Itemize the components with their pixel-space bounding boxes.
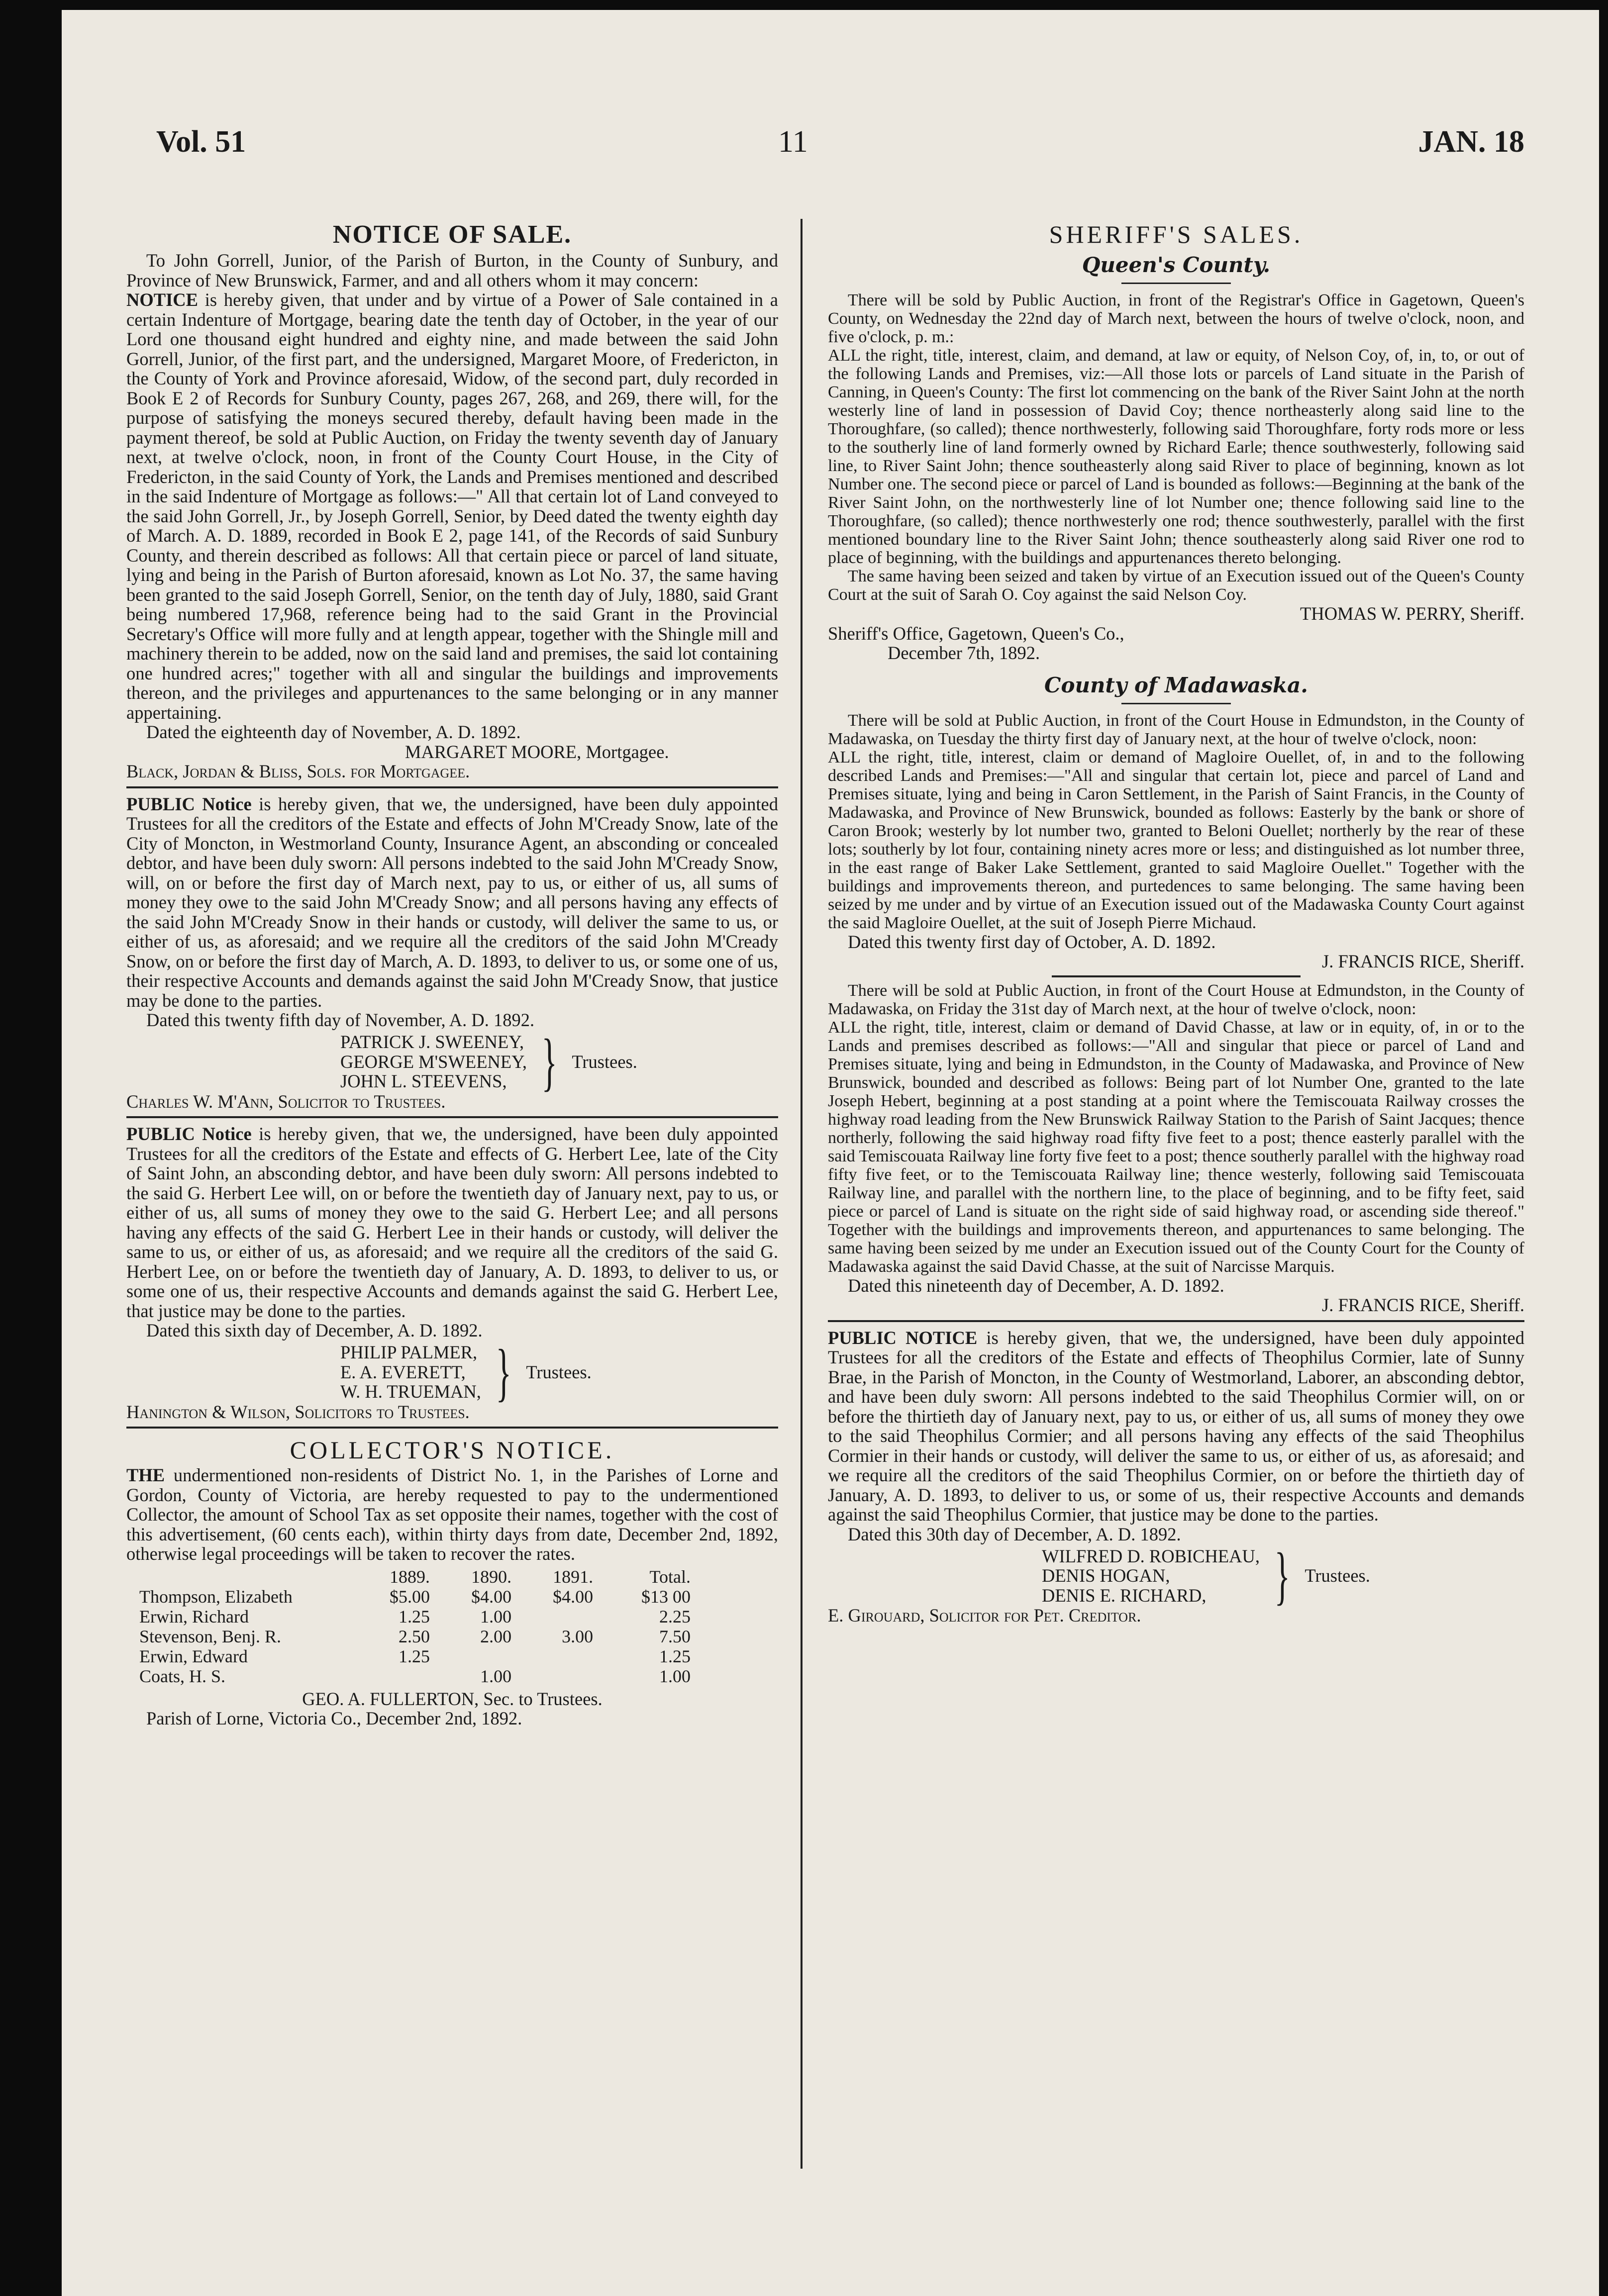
section-rule [126, 1116, 778, 1118]
lee-lead: PUBLIC Notice [126, 1124, 252, 1144]
trustee-name: E. A. EVERETT, [340, 1361, 466, 1382]
collectors-notice [126, 1435, 778, 1728]
madawaska-heading: County of Madawaska. [1044, 672, 1308, 697]
table-cell [514, 1666, 596, 1686]
sheriffs-sales-title: SHERIFF'S SALES. [1049, 220, 1304, 248]
lee-solicitor: Hanington & Wilson, Solicitors to Trustees. [126, 1401, 470, 1422]
tax-table [136, 1567, 694, 1686]
table-cell [514, 1646, 596, 1666]
table-cell: 1.00 [659, 1666, 691, 1686]
collector-signer: GEO. A. FULLERTON, Sec. to Trustees. [302, 1688, 603, 1709]
table-header: 1889. [390, 1566, 430, 1587]
table-cell: $13 00 [641, 1586, 691, 1607]
cormier-dated: Dated this 30th day of December, A. D. 1892. [848, 1524, 1181, 1544]
queens-date: December 7th, 1892. [888, 643, 1040, 663]
right-column [828, 219, 1524, 1626]
queens-seized: The same having been seized and taken by virtue of an Execution issued out of the Queen's County Court at the suit of Sarah O. Coy against the said Nelson Coy. [828, 567, 1524, 604]
volume-number: Vol. 51 [156, 125, 246, 159]
snow-solicitor: Charles W. M'Ann, Solicitor to Trustees. [126, 1091, 446, 1112]
table-header-row [136, 1567, 694, 1587]
madawaska-sale [828, 670, 1524, 1315]
table-header: Total. [649, 1566, 691, 1587]
table-cell: 3.00 [562, 1626, 594, 1646]
trustee-name: WILFRED D. ROBICHEAU, [1042, 1545, 1260, 1566]
page-number: 11 [778, 125, 808, 159]
trustees-label: Trustees. [1305, 1565, 1370, 1586]
table-row [136, 1587, 694, 1607]
madawaska-dated-2: Dated this nineteenth day of December, A. D. 1892. [848, 1275, 1224, 1296]
madawaska-dated-1: Dated this twenty first day of October, A. D. 1892. [848, 931, 1216, 952]
table-cell: 1.25 [659, 1646, 691, 1666]
table-cell: 1.25 [399, 1606, 430, 1626]
queens-signer: THOMAS W. PERRY, Sheriff. [1300, 603, 1524, 624]
cormier-lead: PUBLIC NOTICE [828, 1327, 978, 1348]
trustee-name: PATRICK J. SWEENEY, [340, 1032, 524, 1052]
issue-date: JAN. 18 [1418, 125, 1524, 159]
table-row [136, 1666, 694, 1686]
brace-icon: } [1274, 1540, 1290, 1612]
table-cell: 2.25 [659, 1606, 691, 1626]
snow-notice [126, 794, 778, 1112]
trustee-name: DENIS E. RICHARD, [1042, 1585, 1206, 1606]
table-cell: 7.50 [659, 1626, 691, 1646]
trustee-name: PHILIP PALMER, [340, 1342, 478, 1363]
lee-notice [126, 1124, 778, 1422]
cormier-trustees [1042, 1540, 1524, 1612]
table-cell: $4.00 [553, 1586, 594, 1607]
table-cell: 2.00 [480, 1626, 512, 1646]
table-cell [433, 1646, 514, 1666]
trustee-name: JOHN L. STEEVENS, [340, 1071, 507, 1092]
cormier-notice [828, 1328, 1524, 1626]
table-cell: $4.00 [471, 1586, 512, 1607]
trustees-label: Trustees. [526, 1361, 592, 1382]
madawaska-signer-1: J. FRANCIS RICE, Sheriff. [1322, 951, 1524, 971]
queens-county-heading: Queen's County. [1082, 253, 1271, 277]
notice-of-sale-title: NOTICE OF SALE. [332, 220, 572, 249]
heading-rule [1121, 283, 1231, 284]
notice-dated: Dated the eighteenth day of November, A. D. 1892. [146, 722, 521, 742]
notice-body: is hereby given, that under and by virtue of a Power of Sale contained in a certain Indenture of Mortgage, bearing date the tenth day of October, in the year of our Lord one thousand eight hundred and eighty nine, and made between the said John Gorrell, Junior, of the first part, and the undersigned, Margaret Moore, of Fredericton, in the County of York and Province aforesaid, Widow, of the second part, duly recorded in Book E 2 of Records for Sunbury County, pages 267, 268, and 269, there will, for the purpose of satisfying the moneys secured thereby, default having been made in the payment thereof, be sold at Public Auction, on Friday the twenty seventh day of January next, at twelve o'clock, noon, in front of the County Court House, in the City of Fredericton, in the said County of York, the Lands and Premises mentioned and described in the said Indenture of Mortgage as follows:—" All that certain lot of Land conveyed to the said John Gorrell, Jr., by Joseph Gorrell, Senior, by Deed dated the twenty eighth day of March. A. D. 1889, recorded in Book E 2, page 141, of the Records of said Sunbury County, and therein described as follows: All that certain piece or parcel of land situate, lying and being in the Parish of Burton aforesaid, known as Lot No. 37, the same having been granted to the said Joseph Gorrell, Senior, on the tenth day of July, 1880, said Grant being numbered 17,968, reference being had to the said Grant in the Provincial Secretary's Office will more fully and at length appear, together with the Shingle mill and machinery therein to be added, now on the said land and premises, the said lot containing one hundred acres;" together with all and singular the buildings and improvements thereon, and the privileges and appurtenances to the same belonging or in any manner appertaining. [126, 289, 778, 723]
cormier-solicitor: E. Girouard, Solicitor for Pet. Creditor. [828, 1605, 1141, 1626]
table-cell: Erwin, Edward [139, 1646, 248, 1666]
lee-dated: Dated this sixth day of December, A. D. 1892. [146, 1320, 483, 1340]
queens-county-sale [828, 250, 1524, 663]
snow-trustees [340, 1026, 778, 1098]
queens-body: ALL the right, title, interest, claim, and demand, at law or equity, of Nelson Coy, of, in, to, or out of the following Lands and Premises, viz:—All those lots or parcels of Land situate in the Parish of Canning, in Queen's County: The first lot commencing on the bank of the River Saint John at the north westerly line of land in possession of David Coy; thence northeasterly along said line to the Thoroughfare, (so called); thence northwesterly, following said Thoroughfare, forty rods more or less to the southerly line of land formerly owned by Richard Earle; thence southwesterly, following said line, to River Saint John; thence southeasterly along said River to place of beginning, known as lot Number one. The second piece or parcel of Land is bounded as follows:—Beginning at the bank of the River Saint John, on the northwesterly line of lot Number one; thence following said line to the Thoroughfare, (so called); thence northwesterly one rod; thence southwesterly, parallel with the first mentioned boundary line to the River Saint John; thence southeasterly along said River one rod to place of beginning, with the buildings and appurtenances thereto belonging. [828, 346, 1524, 567]
page-header [111, 124, 1554, 169]
section-rule [126, 786, 778, 788]
left-column [126, 219, 778, 1728]
table-header: 1891. [553, 1566, 594, 1587]
table-cell: 1.00 [480, 1606, 512, 1626]
table-cell: Coats, H. S. [139, 1666, 226, 1686]
section-rule [1052, 975, 1301, 977]
table-cell: 1.25 [399, 1646, 430, 1666]
notice-of-sale [126, 219, 778, 781]
notice-address: To John Gorrell, Junior, of the Parish of Burton, in the County of Sunbury, and Province of New Brunswick, Farmer, and and all others whom it may concern: [126, 250, 778, 290]
notice-signer: MARGARET MOORE, Mortgagee. [405, 741, 669, 762]
table-cell: 1.00 [480, 1666, 512, 1686]
lee-trustees [340, 1336, 778, 1408]
notice-solicitor: Black, Jordan & Bliss, Sols. for Mortgagee. [126, 761, 470, 781]
trustees-label: Trustees. [572, 1051, 637, 1072]
table-cell [514, 1607, 596, 1626]
section-rule [126, 1427, 778, 1429]
table-row [136, 1607, 694, 1626]
table-header [136, 1567, 351, 1587]
collector-lead: THE [126, 1465, 165, 1485]
table-row [136, 1646, 694, 1666]
heading-rule [1121, 703, 1231, 704]
madawaska-signer-2: J. FRANCIS RICE, Sheriff. [1322, 1295, 1524, 1315]
table-header: 1890. [471, 1566, 512, 1587]
madawaska-body-1: ALL the right, title, interest, claim or demand of Magloire Ouellet, of, in and to the following described Lands and Premises:—"All and singular that certain lot, piece and parcel of Land and Premises situate, lying and being in Caron Settlement, in the Parish of Saint Francis, in the County of Madawaska, and Province of New Brunswick, bounded as follows: Easterly by the bank or shore of Caron Brook; westerly by lot number two, granted to Beloni Ouellet; northerly by the rear of these lots; southerly by lot four, containing ninety acres more or less; and distinguished as lot number three, in the east range of Baker Lake Settlement, granted to said Magloire Ouellet." Together with the buildings and improvements thereon, and purtedences to same belonging. The same having been seized by me under and by virtue of an Execution issued out of the Madawaska County Court against the said Magloire Ouellet, at the suit of Joseph Pierre Michaud. [828, 748, 1524, 932]
table-cell [351, 1666, 433, 1686]
section-rule [828, 1320, 1524, 1322]
brace-icon: } [496, 1336, 511, 1408]
collectors-title: COLLECTOR'S NOTICE. [290, 1436, 615, 1464]
notice-lead: NOTICE [126, 289, 199, 310]
trustee-name: DENIS HOGAN, [1042, 1565, 1170, 1586]
queens-office: Sheriff's Office, Gagetown, Queen's Co., [828, 623, 1124, 644]
collector-place: Parish of Lorne, Victoria Co., December 2nd, 1892. [146, 1708, 522, 1728]
lee-body: is hereby given, that we, the undersigned, have been duly appointed Trustees for all the creditors of the Estate and effects of G. Herbert Lee, late of the City of Saint John, an absconding debtor, and have been duly sworn: All persons indebted to the said G. Herbert Lee will, on or before the twentieth day of January next, pay to us, or either of us, all sums of money they owe to the said G. Herbert Lee; and all persons having any effects of the said G. Herbert Lee in their hands or custody, will deliver the same to us, or either of us, as aforesaid; and we require all the creditors of the said G. Herbert Lee, on or before the twentieth day of January, A. D. 1893, to deliver to us, or some one of us, their respective Accounts and demands against the said G. Herbert Lee, that justice may be done to the parties. [126, 1124, 779, 1321]
queens-intro: There will be sold by Public Auction, in front of the Registrar's Office in Gagetown, Queen's County, on Wednesday the 22nd day of March next, between the hours of twelve o'clock, noon, and five o'clock, p. m.: [828, 291, 1524, 346]
table-cell: $5.00 [390, 1586, 430, 1607]
brace-icon: } [541, 1026, 557, 1098]
snow-lead: PUBLIC Notice [126, 793, 252, 814]
madawaska-body-2: ALL the right, title, interest, claim or demand of David Chasse, at law or in equity, of, in or to the Lands and premises described as follows:—"All and singular that piece or parcel of Land and Premises situate, lying and being in Edmundston, in the County of Madawaska, and Province of New Brunswick, bounded and described as follows: Being part of lot Number One, granted to the late Joseph Hebert, beginning at a post standing at a point where the Temiscouata Railway crosses the highway road leading from the New Brunswick Railway Station to the Parish of Saint Jacques; thence northerly, following the said highway road fifty five feet to a post; thence easterly parallel with the said Temiscouata Railway line forty five feet to a post; thence southerly parallel with the highway road fifty five feet, or to the Temiscouata Railway line; thence westerly, following said Temiscouata Railway line, and parallel with the northern line, to the place of beginning, and to be fifty feet, said piece or parcel of Land is situate on the right side of said highway road, or ascending side thereof." Together with the buildings and improvements thereon, and appurtenances to same belonging. The same having been seized by me under an Execution issued out of the County Court for the County of Madawaska against the said David Chasse, at the suit of Narcisse Marquis. [828, 1018, 1525, 1276]
madawaska-intro-2: There will be sold at Public Auction, in front of the Court House at Edmundston, in the County of Madawaska, on Friday the 31st day of March next, at the hour of twelve o'clock, noon: [828, 981, 1524, 1018]
collector-body: undermentioned non-residents of District No. 1, in the Parishes of Lorne and Gordon, County of Victoria, are hereby requested to pay to the undermentioned Collector, the amount of School Tax as set opposite their names, together with the cost of this advertisement, (60 cents each), within thirty days from date, December 2nd, 1892, otherwise legal proceedings will be taken to recover the rates. [126, 1465, 778, 1564]
snow-body: is hereby given, that we, the undersigned, have been duly appointed Trustees for all the creditors of the Estate and effects of John M'Cready Snow, late of the City of Moncton, in Westmorland County, Insurance Agent, an absconding or concealed debtor, and have been duly sworn: All persons indebted to the said John M'Cready Snow, will, on or before the first day of March next, pay to us, or either of us, all sums of money they owe to the said John M'Cready Snow; and all persons having any effects of the said John M'Cready Snow in their hands or custody, will deliver the same to us, or either of us, as aforesaid; and we require all the creditors of the said John M'Cready Snow, on or before the first day of March, A. D. 1893, to deliver to us, or some one of us, their respective Accounts and demands against the said John M'Cready Snow, that justice may be done to the parties. [126, 793, 779, 1011]
column-divider [801, 219, 803, 2169]
table-cell: Stevenson, Benj. R. [139, 1626, 281, 1646]
cormier-body: is hereby given, that we, the undersigned, have been duly appointed Trustees for all the creditors of the Estate and effects of Theophilus Cormier, late of Sunny Brae, in the Parish of Moncton, in the County of Westmorland, Laborer, an absconding debtor, and have been duly sworn: All persons indebted to the said Theophilus Cormier will, on or before the thirtieth day of January next, pay to us, or either of us, all sums of money they owe to the said Theophilus Cormier; and all persons having any effects of the said Theophilus Cormier in their hands or custody, will deliver the same to us, or either of us, as aforesaid; and we require all the creditors of the said Theophilus Cormier, on or before the thirtieth day of January, A. D. 1893, to deliver to us, or some of us, their respective Accounts and demands against the said Theophilus Cormier, that justice may be done to the parties. [828, 1327, 1524, 1525]
snow-dated: Dated this twenty fifth day of November, A. D. 1892. [146, 1010, 535, 1030]
trustee-name: GEORGE M'SWEENEY, [340, 1051, 527, 1072]
table-cell: Thompson, Elizabeth [139, 1586, 293, 1607]
newspaper-page [62, 10, 1599, 2296]
madawaska-intro-1: There will be sold at Public Auction, in front of the Court House in Edmundston, in the County of Madawaska, on Tuesday the thirty first day of January next, at the hour of twelve o'clock, noon: [828, 711, 1524, 748]
table-cell: 2.50 [399, 1626, 430, 1646]
trustee-name: W. H. TRUEMAN, [340, 1381, 481, 1402]
table-cell: Erwin, Richard [139, 1606, 249, 1626]
table-row [136, 1626, 694, 1646]
